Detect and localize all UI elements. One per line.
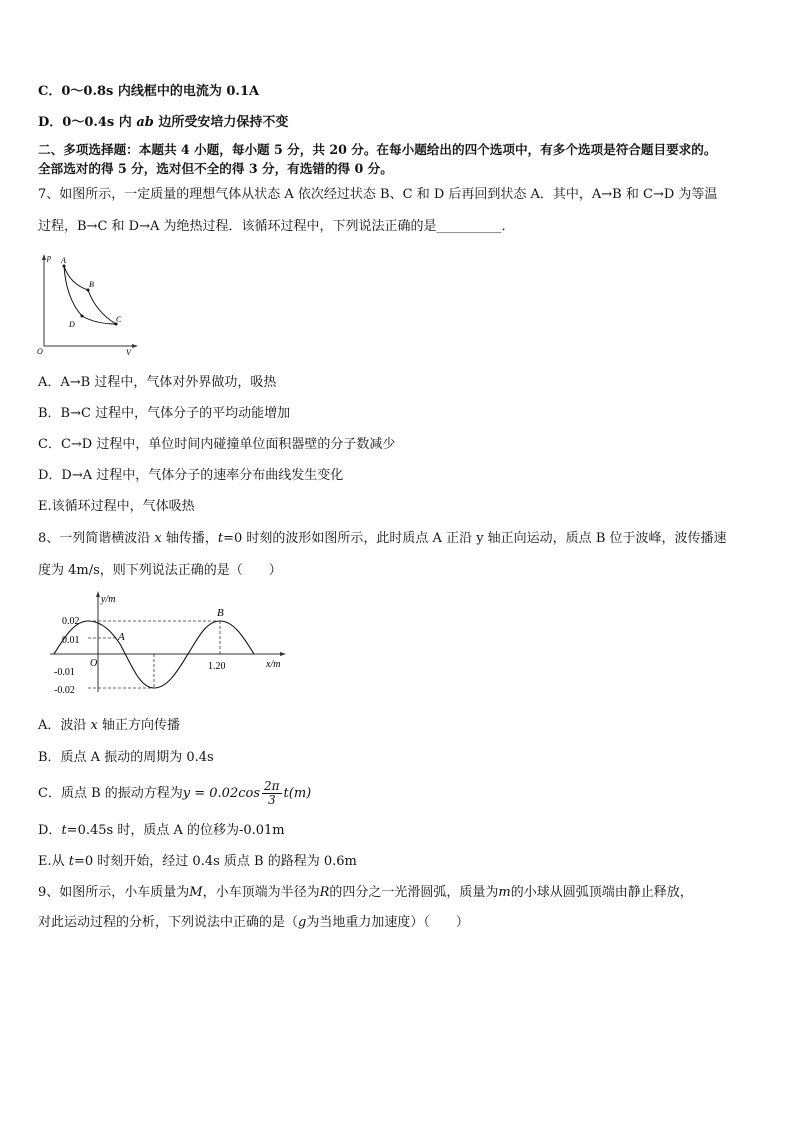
pv-label-a: A	[61, 256, 66, 265]
q6-d-ab: ab	[136, 115, 154, 130]
q8-option-e	[38, 853, 357, 871]
wave-label-b: B	[217, 607, 224, 619]
q9-text-b: ，小车顶端为半径为	[202, 885, 320, 900]
pv-label-origin: O	[37, 347, 43, 356]
pv-curve-dc	[82, 316, 116, 324]
q8-stem-b: 轴传播，	[161, 531, 218, 546]
q7-stem-line2: 过程，B→C 和 D→A 为绝热过程．该循环过程中，下列说法正确的是__________．	[38, 219, 515, 234]
pv-diagram	[34, 250, 144, 362]
q8-option-c	[38, 776, 311, 812]
pv-label-p: p	[47, 253, 51, 262]
q8-d-text-b: =0.45s 时，质点 A 的位移为-0.01m	[66, 823, 285, 838]
q8-a-text-a: A．波沿	[38, 718, 91, 733]
q9-var-r: R	[319, 885, 330, 900]
q9-stem-line2	[38, 914, 469, 932]
q8-stem-a: 8、一列简谐横波沿	[38, 531, 155, 546]
pv-label-c: C	[116, 315, 122, 324]
q9-var-m: m	[498, 885, 511, 900]
wave-tick-y-1: 0.02	[62, 616, 80, 627]
q8-c-fraction-num: 2π	[264, 779, 280, 793]
q9-var-g: g	[298, 915, 307, 930]
q9-text-e: 对此运动过程的分析，下列说法中正确的是（	[38, 915, 299, 930]
q8-d-text-a: D．	[38, 823, 62, 838]
section2-line1: 二、多项选择题：本题共 4 小题，每小题 5 分，共 20 分。在每小题给出的四个选项中，有多个选项是符合题目要求的。	[38, 142, 717, 157]
q8-stem-t: t	[217, 531, 224, 546]
pv-label-b: B	[89, 280, 94, 289]
pv-label-d: D	[69, 320, 75, 329]
q7-option-e: E.该循环过程中，气体吸热	[38, 499, 195, 514]
q8-e-text-b: =0 时刻开始，经过 0.4s 质点 B 的路程为 0.6m	[74, 854, 357, 869]
q6-d-text-b: 边所受安培力保持不变	[153, 115, 289, 130]
q8-e-t: t	[68, 854, 74, 869]
q7-stem-line1: 7、如图所示，一定质量的理想气体从状态 A 依次经过状态 B、C 和 D 后再回到状态 A．其中，A→B 和 C→D 为等温	[38, 187, 718, 202]
wave-arrow-x	[280, 652, 286, 656]
q8-stem-line2: 度为 4m/s，则下列说法正确的是（ ）	[38, 563, 282, 578]
q7-option-d: D．D→A 过程中，气体分子的速率分布曲线发生变化	[38, 468, 344, 483]
wave-tick-y-3: -0.01	[54, 667, 75, 678]
pv-arrow-p	[42, 254, 46, 260]
wave-tick-x: 1.20	[208, 661, 226, 672]
q8-c-tail: t(m)	[283, 786, 312, 801]
wave-arrow-y	[96, 591, 100, 597]
q6-d-text-a: D．0～0.4s 内	[38, 115, 137, 130]
q8-stem-c: =0 时刻的波形如图所示，此时质点 A 正沿 y 轴正向运动，质点 B 位于波峰，波传播速	[223, 531, 727, 546]
wave-diagram	[40, 588, 295, 698]
q7-option-a: A．A→B 过程中，气体对外界做功，吸热	[38, 375, 277, 390]
q9-var-m-big: M	[189, 885, 203, 900]
wave-label-a: A	[118, 631, 125, 643]
q9-text-c: 的四分之一光滑圆弧，质量为	[329, 885, 499, 900]
pv-label-v: V	[126, 348, 131, 357]
wave-label-y: y/m	[101, 594, 116, 605]
q8-c-text: C．质点 B 的振动方程为	[38, 786, 183, 801]
q8-a-x: x	[90, 718, 98, 733]
pv-curve-bc	[88, 290, 116, 324]
q9-text-d: 的小球从圆弧顶端由静止释放，	[510, 885, 693, 900]
q9-stem-line1	[38, 884, 693, 902]
q7-option-c: C．C→D 过程中，单位时间内碰撞单位面积器壁的分子数减少	[38, 437, 396, 452]
wave-tick-y-4: -0.02	[54, 685, 75, 696]
q8-option-d	[38, 822, 285, 840]
q8-c-equation: y = 0.02cos	[182, 786, 260, 801]
q8-option-a	[38, 717, 180, 735]
q8-stem-line1	[38, 530, 727, 548]
q9-text-f: 为当地重力加速度）（ ）	[306, 915, 469, 930]
wave-label-x: x/m	[266, 659, 281, 670]
q7-option-b: B．B→C 过程中，气体分子的平均动能增加	[38, 406, 291, 421]
pv-curve-da	[64, 266, 82, 316]
pv-curve-ab	[64, 266, 88, 290]
q8-option-b: B．质点 A 振动的周期为 0.4s	[38, 750, 214, 765]
q8-c-fraction-den: 3	[267, 793, 276, 807]
pv-point-d	[81, 315, 84, 318]
q6-option-c: C．0～0.8s 内线框中的电流为 0.1A	[38, 84, 260, 99]
q8-a-text-b: 轴正方向传播	[97, 718, 181, 733]
q8-stem-x: x	[154, 531, 162, 546]
q8-c-fraction	[262, 780, 282, 807]
section2-line2: 全部选对的得 5 分，选对但不全的得 3 分，有选错的得 0 分。	[38, 161, 393, 176]
q9-text-a: 9、如图所示，小车质量为	[38, 885, 190, 900]
q6-option-d	[38, 114, 288, 132]
pv-arrow-v	[132, 344, 138, 348]
wave-label-origin: O	[90, 658, 98, 669]
q8-e-text-a: E.从	[38, 854, 69, 869]
wave-tick-y-2: 0.01	[62, 635, 80, 646]
q8-d-t: t	[61, 823, 67, 838]
